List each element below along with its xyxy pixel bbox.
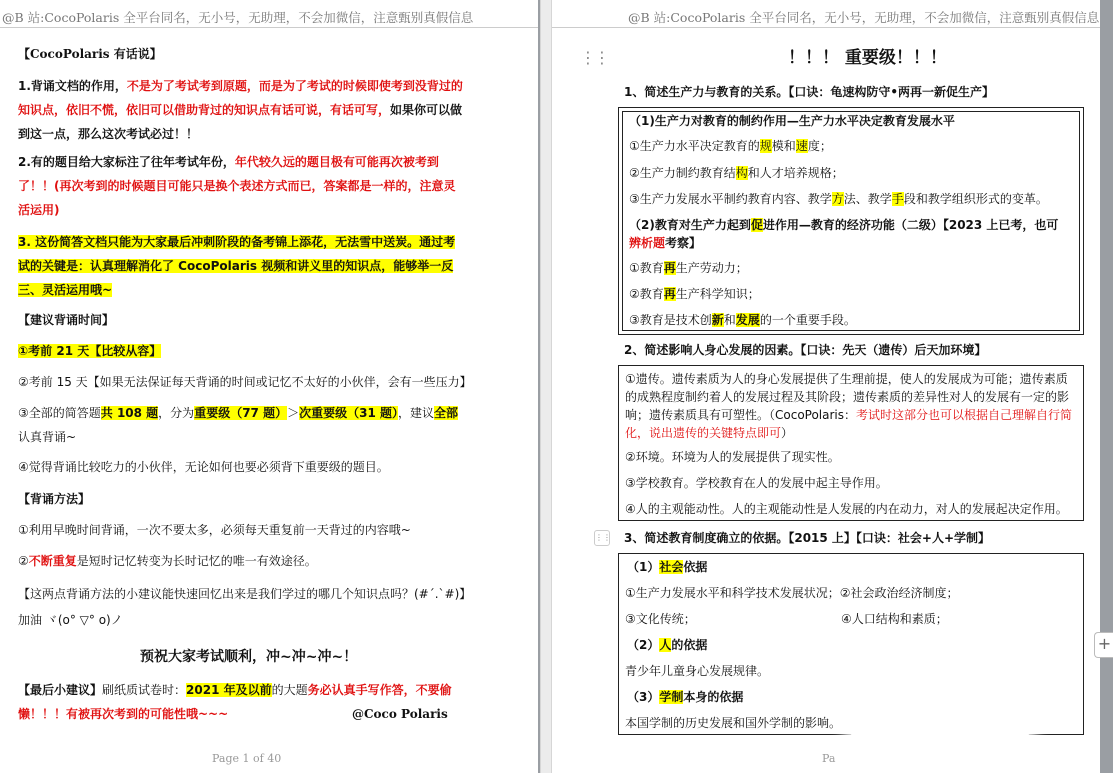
block-handle-icon[interactable]: ⋮⋮: [594, 530, 610, 546]
q1-item1: ①生产力水平决定教育的规模和速度；: [629, 139, 832, 153]
question-3-box: [618, 553, 1084, 735]
last-suggestion: 【最后小建议】刷纸质试卷时：2021 年及以前的大题务必认真手写作答，不要偷懒！！！有被再次考到的可能性哦~~~: [18, 683, 452, 721]
paragraph-3: 3. 这份简答文档只能为大家最后冲刺阶段的备考锦上添花，无法雪中送炭。通过考试的关键是：认真理解消化了 CocoPolaris 视频和讲义里的知识点，能够举一反三、灵活运用哦~: [18, 235, 456, 297]
paragraph-2: 2.有的题目给大家标注了往年考试年份，年代较久远的题目极有可能再次被考到了！！(再次考到的时候题目可能只是换个表述方式而已，答案都是一样的，注意灵活运用): [18, 155, 456, 217]
page-header: @B 站:CocoPolaris 全平台同名，无小号，无助理，不会加微信，注意甄别真假信息: [2, 10, 474, 25]
q2-item1-line1: ①遗传。遗传素质为人的身心发展提供了生理前提，使人的发展成为可能；遗传素质: [625, 372, 1068, 386]
q1-item3: ③生产力发展水平制约教育内容、教学方法、教学手段和教学组织形式的变革。: [629, 192, 1048, 206]
add-icon[interactable]: +: [1094, 632, 1113, 658]
q2-item1-line3: 响；遗传素质具有可塑性。（CocoPolaris：考试时这部分也可以根据自己理解自行简: [625, 408, 1073, 422]
q3-sub2: （2）人的依据: [627, 638, 708, 652]
q3-item3: 青少年儿童身心发展规律。: [625, 664, 770, 678]
page-title: 【CocoPolaris 有话说】: [18, 47, 162, 61]
question-2-heading: 2、简述影响人身心发展的因素。【口诀：先天（遗传）后天加环境】: [624, 343, 987, 357]
page-header: @B 站:CocoPolaris 全平台同名，无小号，无助理，不会加微信，注意甄别真假信息: [628, 10, 1100, 25]
q2-item4: ④人的主观能动性。人的主观能动性是人发展的内在动力，对人的发展起决定作用。: [625, 502, 1068, 516]
page-gap-scrollbar[interactable]: [540, 0, 552, 773]
q3-item1: ①生产力发展水平和科学技术发展状况；②社会政治经济制度；: [625, 586, 959, 600]
q1-item2: ②生产力制约教育结构和人才培养规格；: [629, 166, 844, 180]
method-item-2: ②不断重复是短时记忆转变为长时记忆的唯一有效途径。: [18, 554, 317, 568]
time-item-4: ④觉得背诵比较吃力的小伙伴，无论如何也要必须背下重要级的题目。: [18, 460, 389, 474]
time-item-2: ②考前 15 天【如果无法保证每天背诵的时间或记忆不太好的小伙伴，会有一些压力】: [18, 375, 472, 389]
q1-item5: ②教育再生产科学知识；: [629, 287, 760, 301]
q1-item6: ③教育是技术创新和发展的一个重要手段。: [629, 313, 856, 327]
document-page-2: [552, 0, 1100, 773]
question-text: 【这两点背诵方法的小建议能快速回忆出来是我们学过的哪几个知识点吗？(#´.`#)】: [18, 587, 472, 601]
header-divider: [0, 27, 538, 28]
q3-sub1: （1）社会依据: [627, 560, 708, 574]
floating-toolbar-blur: [850, 732, 1030, 768]
section-heading-method: 【背诵方法】: [18, 492, 91, 506]
header-divider: [552, 27, 1100, 28]
q2-item3: ③学校教育。学校教育在人的发展中起主导作用。: [625, 476, 888, 490]
q1-item4: ①教育再生产劳动力；: [629, 261, 748, 275]
page-title: ！！！ 重要级！！！: [788, 48, 947, 68]
method-item-1: ①利用早晚时间背诵，一次不要太多，必须每天重复前一天背过的内容哦~: [18, 523, 411, 537]
time-item-1: ①考前 21 天【比较从容】: [18, 344, 162, 358]
q2-item1-line2: 的成熟程度制约着人的发展过程及其阶段；遗传素质的差异性对人的发展有一定的影: [625, 390, 1070, 404]
wish-text: 预祝大家考试顺利，冲~冲~冲~！: [140, 649, 358, 665]
q3-sub3: （3）学制本身的依据: [627, 690, 744, 704]
question-2-box: [618, 365, 1084, 521]
time-item-3: ③全部的简答题共 108 题，分为重要级（77 题）＞次重要级（31 题），建议全部认真背诵~: [18, 406, 459, 444]
page-footer: Page 1 of 40: [212, 752, 282, 765]
q2-item2: ②环境。环境为人的发展提供了现实性。: [625, 450, 840, 464]
question-3-heading: 3、简述教育制度确立的依据。【2015 上】【口诀：社会+人+学制】: [624, 531, 991, 545]
q3-item2b: ④人口结构和素质；: [841, 612, 948, 626]
q1-sub2: （2)教育对生产力起到促进作用—教育的经济功能（二级）【2023 上已考，也可辨析题考察】: [629, 218, 1059, 250]
q1-sub1: （1)生产力对教育的制约作用—生产力水平决定教育发展水平: [629, 114, 955, 128]
question-1-heading: 1、简述生产力与教育的关系。【口诀：龟速构防守•两再一新促生产】: [624, 85, 995, 99]
q2-item1-line4: 化，说出遗传的关键特点即可）: [625, 426, 794, 440]
q3-item4: 本国学制的历史发展和国外学制的影响。: [625, 716, 842, 730]
question-1-box: [618, 107, 1084, 335]
section-heading-time: 【建议背诵时间】: [18, 313, 115, 327]
q3-item2a: ③文化传统；: [625, 612, 696, 626]
document-page-1: [0, 0, 538, 773]
cheer-text: 加油 ヾ(o° ▽° o)ノ: [18, 613, 123, 627]
drag-handle-icon[interactable]: ⋮⋮: [580, 48, 608, 67]
signature: @Coco Polaris: [352, 707, 448, 721]
page-footer: Pa: [822, 752, 836, 765]
paragraph-1: 1.背诵文档的作用，不是为了考试考到原题，而是为了考试的时候即使考到没背过的知识点，依旧不慌，依旧可以借助背过的知识点有话可说，有话可写，如果你可以做到这一点，那么这次考试必过！！: [18, 79, 463, 141]
